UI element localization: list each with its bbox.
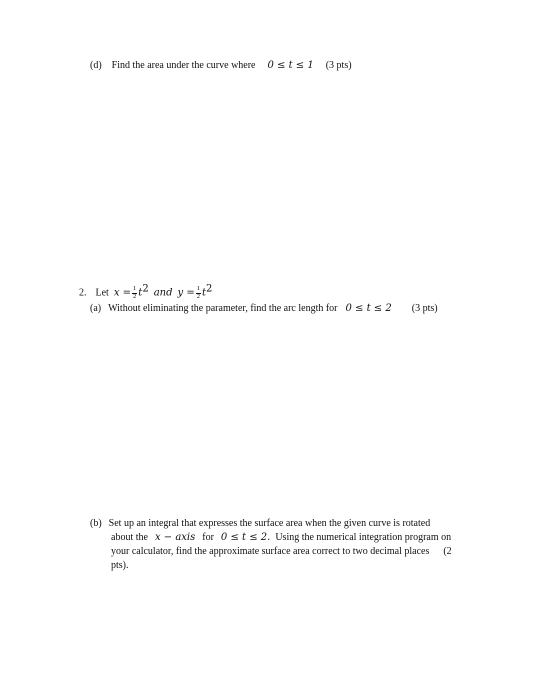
question-2b-line3 [111,546,452,558]
question-1d [90,60,352,72]
part-b-axis: x − axis [154,532,196,543]
q2-y-exp: 2 [206,283,213,295]
q2-number: 2. [79,287,87,299]
q2-x-exp: 2 [142,283,149,295]
part-b-line2-for: for [202,532,214,543]
question-2-header [79,283,213,300]
part-b-line2-post: Using the numerical integration program on [275,532,452,543]
part-b-line3: your calculator, find the approximate surface area correct to two decimal places [111,546,430,557]
part-d-condition: 0 ≤ t ≤ 1 [267,60,314,71]
q2-x-t: t [138,287,143,299]
part-a-label: (a) [90,303,102,314]
question-2a [90,303,438,315]
q2-and: and [153,287,173,299]
part-b-condition: 0 ≤ t ≤ 2. [220,532,271,543]
part-b-points-start: (2 [443,546,452,557]
q2-x-frac-num: 1 [133,285,137,292]
part-a-text: Without eliminating the parameter, find the arc length for [108,303,338,314]
question-2b-line4 [111,560,129,572]
part-b-label: (b) [90,518,102,529]
q2-x-fraction [132,286,137,300]
q2-y-frac-den: 2 [196,292,200,300]
q2-y-lhs: y = [177,287,195,299]
question-2b-line1 [90,518,430,530]
part-b-line4: pts). [111,560,129,571]
part-a-points: (3 pts) [411,303,438,314]
part-d-label: (d) [90,60,102,71]
q2-x-lhs: x = [113,287,132,299]
q2-y-frac-num: 1 [196,285,200,292]
part-b-line1: Set up an integral that expresses the surface area when the given curve is rotated [108,518,431,529]
q2-y-t: t [201,287,206,299]
part-a-condition: 0 ≤ t ≤ 2 [345,303,392,314]
part-d-text: Find the area under the curve where [111,60,256,71]
q2-x-frac-den: 2 [133,292,137,300]
q2-y-fraction [196,286,201,300]
part-d-points: (3 pts) [325,60,352,71]
question-2b-line2 [111,532,451,544]
part-b-line2-pre: about the [111,532,148,543]
q2-intro: Let [95,287,109,299]
